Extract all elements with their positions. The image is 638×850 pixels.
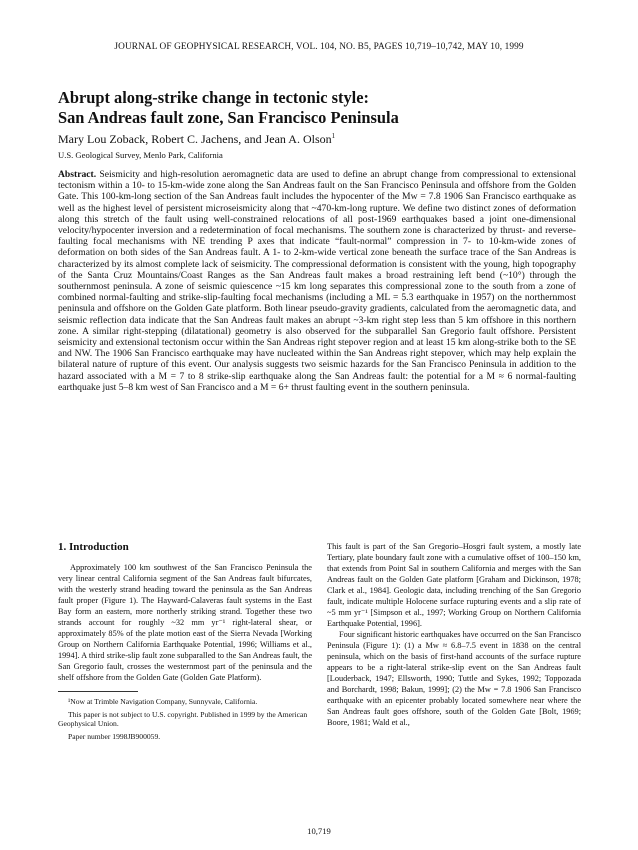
footnote-affiliation: ¹Now at Trimble Navigation Company, Sunnyvale, California. — [68, 697, 258, 706]
affiliation: U.S. Geological Survey, Menlo Park, California — [58, 150, 223, 160]
footnote-divider — [58, 691, 138, 692]
author-footnote-mark: 1 — [331, 132, 336, 140]
abstract — [58, 169, 576, 393]
right-paragraph-2: Four significant historic earthquakes have occurred on the San Francisco Peninsula (Figure 1): (1) a Mw ≈ 6.8–7.5 event in 1838 on the central peninsula, which on the basis of first-hand accounts of the surface rupture appears to be a right-lateral strike-slip event on the San Andreas fault [Louderback, 1947; Ellsworth, 1990; Tuttle and Sykes, 1992; Toppozada and Borchardt, 1998; Bakun, 1999]; (2) the Mw = 7.8 1906 San Francisco earthquake with an epicenter probably located somewhere near where the San Andreas fault goes offshore, south of the Golden Gate [Bolt, 1969; Boore, 1981; Wald et al., — [327, 630, 581, 727]
author-list — [58, 132, 598, 147]
intro-paragraph-1: Approximately 100 km southwest of the San Francisco Peninsula the very linear central California segment of the San Andreas fault bifurcates, with the westerly strand heading toward the peninsula as the San Andreas fault proper (Figure 1). The Hayward-Calaveras fault systems in the East Bay form an eastern, more northerly striking strand. Together these two strands account for roughly ~32 mm yr⁻¹ right-lateral shear, or approximately 85% of the plate motion east of the Sierra Nevada [Working Group on Northern California Earthquake Potential, 1996; Williams et al., 1994]. A third strike-slip fault zone subparalled to the San Andreas fault, the San Gregorio fault, crosses the westernmost part of the peninsula and the shelf offshore from the Golden Gate (Golden Gate Platform). — [58, 563, 312, 682]
title-line-1: Abrupt along-strike change in tectonic style: — [58, 88, 369, 107]
abstract-text: Seismicity and high-resolution aeromagnetic data are used to define an abrupt change from compressional to extensional tectonism within a 10- to 15-km-wide zone along the San Andreas fault on the San Francisco Peninsula and offshore from the Golden Gate. This 100-km-long section of the San Andreas fault includes the hypocenter of the Mw = 7.8 1906 San Francisco earthquake as well as the highest level of persistent microseismicity along that ~470-km-long rupture. We define two distinct zones of deformation along this stretch of the fault using well-constrained relocations of all post-1969 earthquakes based a joint one-dimensional velocity/hypocenter inversion and a redetermination of focal mechanisms. The southern zone is characterized by thrust- and reverse-faulting focal mechanisms with NE trending P axes that indicate “fault-normal” compression in 7- to 10-km-wide zones of deformation on both sides of the San Andreas fault. A 1- to 2-km-wide vertical zone beneath the surface trace of the San Andreas is characterized by its almost complete lack of seismicity. The compressional deformation is consistent with the young, high topography of the Santa Cruz Mountains/Coast Ranges as the San Andreas fault makes a broad restraining left bend (~10°) through the southernmost peninsula. A zone of seismic quiescence ~15 km long separates this compressional zone to the south from a zone of combined normal-faulting and strike-slip-faulting focal mechanisms (including a ML = 5.3 earthquake in 1957) on the northernmost peninsula and offshore on the Golden Gate platform. Both linear pseudo-gravity gradients, calculated from the aeromagnetic data, and seismic reflection data indicate that the San Andreas fault makes an abrupt ~3-km right step less than 5 km offshore in this northern zone. A similar right-stepping (dilatational) geometry is also observed for the subparallel San Gregorio fault offshore. Persistent seismicity and extensional tectonism occur within the San Andreas right stepover region and at least 15 km along-strike both to the SE and NW. The 1906 San Francisco earthquake may have nucleated within the San Andreas right stepover, which may help explain the bilateral nature of rupture of this event. Our analysis suggests two seismic hazards for the San Francisco Peninsula in addition to the hazard associated with a M = 7 to 8 strike-slip earthquake along the San Andreas fault: the potential for a M ≈ 6 normal-faulting earthquake just 5–8 km west of San Francisco and a M = 6+ thrust faulting event in the southern peninsula. — [58, 169, 576, 393]
footnote-copyright: This paper is not subject to U.S. copyright. Published in 1999 by the American Geophysical Union. — [58, 709, 308, 729]
author-names: Mary Lou Zoback, Robert C. Jachens, and Jean A. Olson — [58, 132, 332, 146]
section-heading: 1. Introduction — [58, 541, 129, 553]
right-paragraph-1: This fault is part of the San Gregorio–Hosgri fault system, a mostly late Tertiary, plate boundary fault zone with a cumulative offset of 100–150 km, that extends from Point Sal in southern California and merges with the San Andreas fault on the Golden Gate platform [Graham and Dickinson, 1978; Clark et al., 1984]. Geologic data, including trenching of the San Gregorio fault, indicate multiple Holocene surface rupturing events and a slip rate of ~5 mm yr⁻¹ [Simpson et al., 1997; Working Group on Northern California Earthquake Potential, 1996]. — [327, 542, 581, 628]
right-column — [327, 541, 581, 728]
title-line-2: San Andreas fault zone, San Francisco Peninsula — [58, 108, 399, 127]
footnote-paper-number: Paper number 1998JB900059. — [68, 731, 161, 741]
running-head: JOURNAL OF GEOPHYSICAL RESEARCH, VOL. 104, NO. B5, PAGES 10,719–10,742, MAY 10, 1999 — [114, 42, 524, 52]
paper-title — [58, 88, 598, 128]
page-number: 10,719 — [307, 826, 331, 836]
left-column — [58, 541, 312, 744]
abstract-label: Abstract. — [58, 169, 97, 180]
